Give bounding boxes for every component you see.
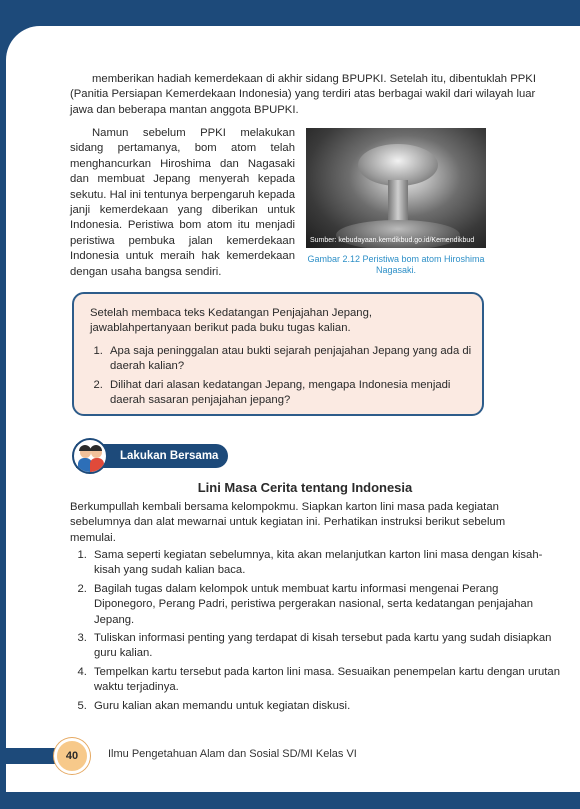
paragraph-top: memberikan hadiah kemerdekaan di akhir sidang BPUPKI. Setelah itu, dibentuklah PPKI (Panitia Persiapan Kemerdekaan Indonesia) yang terdiri atas berbagai wakil dari wilayah luar jawa dan beberapa mantan anggota BPUPKI.: [70, 73, 536, 116]
activity-title: Lini Masa Cerita tentang Indonesia: [197, 480, 413, 495]
atomic-bomb-photo: [306, 128, 486, 248]
paragraph-column: Namun sebelum PPKI melakukan sidang pertamanya, bom atom telah menghancurkan Hiroshima dan Nagasaki dan membuat Jepang menyerah kepada sekutu. Hal ini tentunya berpengaruh kepada janji kemerdekaan yang diberikan untuk Indonesia. Peristiwa bom atom itu menjadi peristiwa pembuka jalan kemerdekaan Indonesia untuk meraih hak kemerdekaan dengan usaha bangsa sendiri.: [70, 127, 295, 278]
question-item: 1. Apa saja peninggalan atau bukti sejarah penjajahan Jepang yang ada di daerah kalian?: [106, 344, 488, 375]
question-box: [72, 292, 484, 416]
step-item: 5. Guru kalian akan memandu untuk kegiatan diskusi.: [90, 699, 562, 714]
question-list: [88, 344, 488, 412]
book-page: [6, 26, 580, 792]
step-item: 1. Sama seperti kegiatan sebelumnya, kita akan melanjutkan karton lini masa dengan kisah-kisah yang sudah kalian baca.: [90, 548, 562, 579]
question-intro: Setelah membaca teks Kedatangan Penjajahan Jepang, jawablahpertanyaan berikut pada buku tugas kalian.: [90, 307, 372, 335]
step-item: 3. Tuliskan informasi penting yang terdapat di kisah tersebut pada kartu yang sudah disiapkan guru kalian.: [90, 631, 562, 662]
page-number: 40: [54, 738, 90, 774]
question-item: 2. Dilihat dari alasan kedatangan Jepang, mengapa Indonesia menjadi daerah sasaran penjajahan jepang?: [106, 378, 488, 409]
book-title: Ilmu Pengetahuan Alam dan Sosial SD/MI Kelas VI: [108, 748, 357, 760]
footer: [6, 738, 580, 774]
photo-credit: Sumber: kebudayaan.kemdikbud.go.id/Kemendikbud: [310, 237, 475, 244]
figure-caption: Gambar 2.12 Peristiwa bom atom Hiroshima Nagasaki.: [307, 254, 485, 275]
step-item: 2. Bagilah tugas dalam kelompok untuk membuat kartu informasi mengenai Perang Diponegoro, Perang Padri, peristiwa pergerakan nasional, serta kedatangan penjajahan Jepang.: [90, 582, 562, 628]
kids-icon: [72, 438, 108, 474]
activity-intro: Berkumpullah kembali bersama kelompokmu. Siapkan karton lini masa pada kegiatan sebelumnya dan alat mewarnai untuk kegiatan ini. Perhatikan instruksi berikut sebelum memulai.: [70, 501, 506, 544]
activity-banner: Lakukan Bersama: [76, 444, 228, 468]
step-item: 4. Tempelkan kartu tersebut pada karton lini masa. Sesuaikan penempelan kartu dengan urutan waktu terjadinya.: [90, 665, 562, 696]
activity-steps: [70, 548, 562, 717]
